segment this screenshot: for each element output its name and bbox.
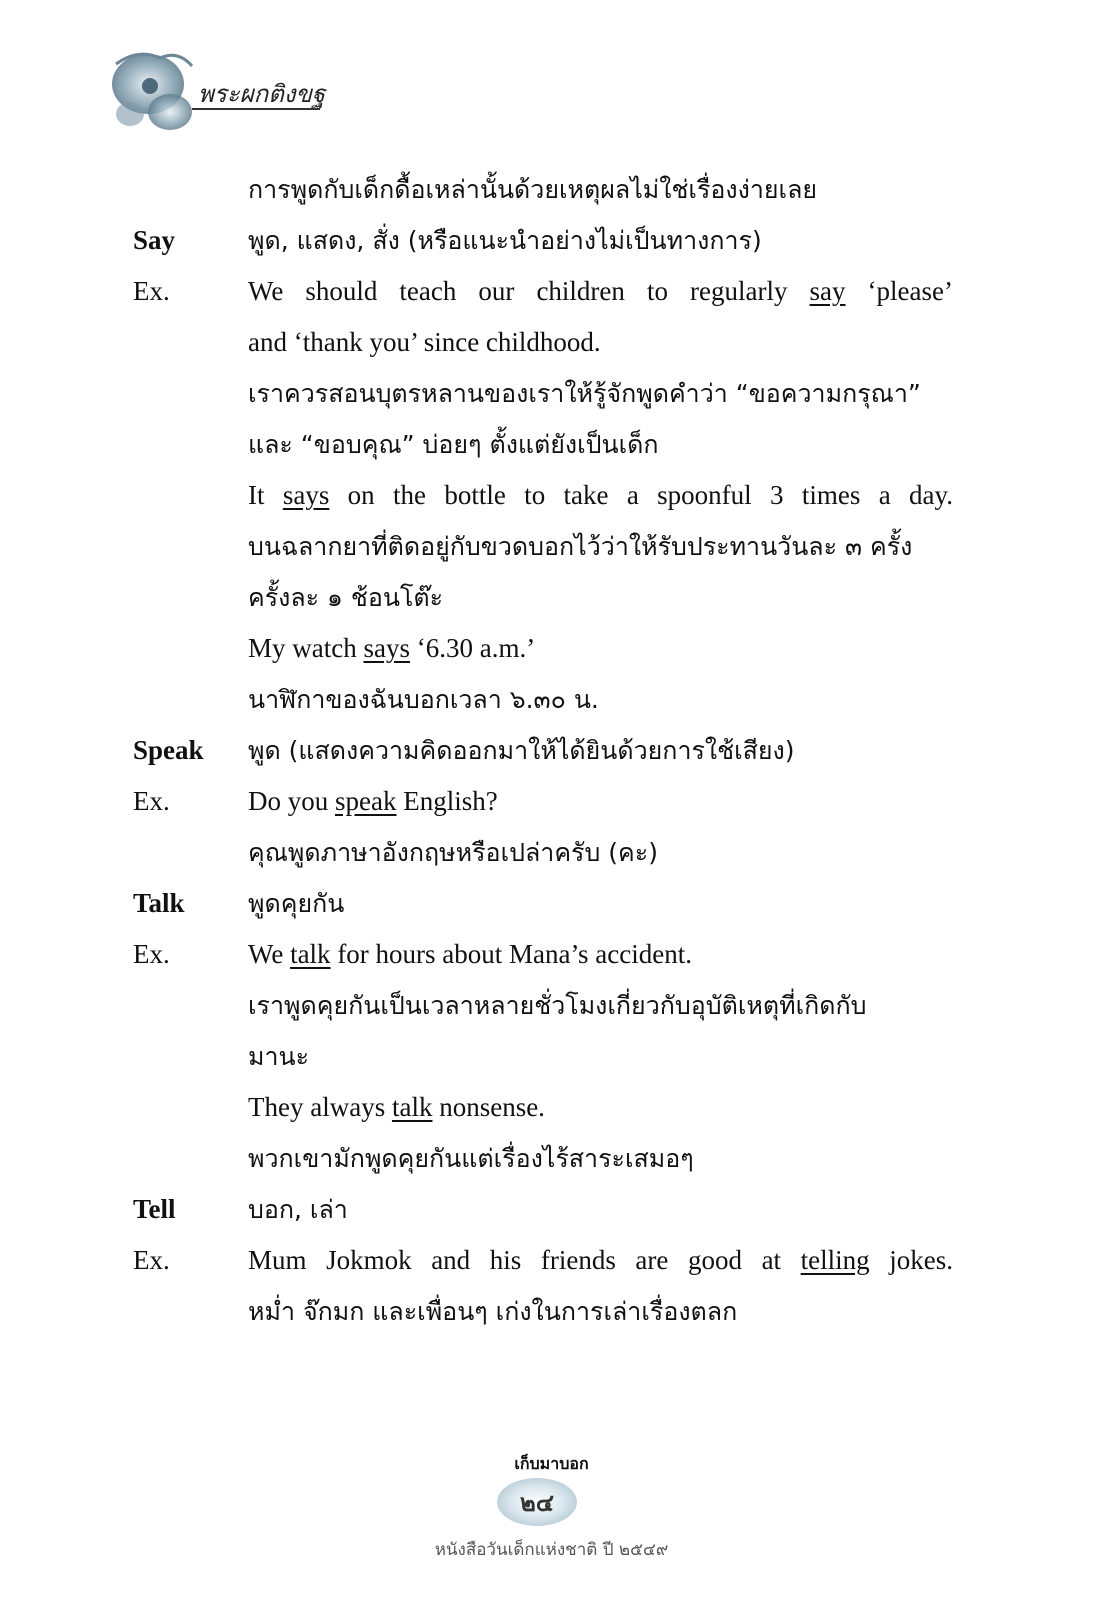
entry-row	[133, 521, 953, 572]
text-segment: มานะ	[248, 1042, 310, 1071]
entry-row	[133, 1082, 953, 1133]
entry-row	[133, 623, 953, 674]
entry-row	[133, 1286, 953, 1337]
text-segment: พูดคุยกัน	[248, 889, 345, 918]
entry-row	[133, 1133, 953, 1184]
entry-term: Ex.	[133, 1245, 170, 1275]
header-underline	[192, 108, 320, 110]
entry-text	[248, 368, 953, 419]
footer-caption: หนังสือวันเด็กแห่งชาติ ปี ๒๕๔๙	[434, 1540, 669, 1560]
entry-text	[248, 776, 953, 827]
entry-row	[133, 266, 953, 317]
entry-row	[133, 368, 953, 419]
entry-term: Ex.	[133, 276, 170, 306]
entry-text	[248, 980, 953, 1031]
text-segment: พูด (แสดงความคิดออกมาให้ได้ยินด้วยการใช้เสียง)	[248, 736, 795, 765]
text-segment: Mum Jokmok and his friends are good at	[248, 1245, 801, 1275]
entry-row	[133, 470, 953, 521]
entry-text	[248, 725, 953, 776]
underlined-word: telling	[800, 1245, 870, 1275]
entry-row	[133, 674, 953, 725]
underlined-word: says	[363, 633, 410, 663]
footer-label: เก็บมาบอก	[514, 1454, 589, 1473]
entry-text	[248, 1082, 953, 1133]
text-segment: คุณพูดภาษาอังกฤษหรือเปล่าครับ (คะ)	[248, 838, 658, 867]
text-segment: ‘6.30 a.m.’	[409, 633, 536, 663]
entry-text	[248, 878, 953, 929]
text-segment: การพูดกับเด็กดื้อเหล่านั้นด้วยเหตุผลไม่ใช่เรื่องง่ายเลย	[248, 175, 818, 204]
text-segment: My watch	[248, 633, 364, 663]
entry-text	[248, 572, 953, 623]
entry-row	[133, 1184, 953, 1235]
entry-text	[248, 521, 953, 572]
entry-term: Talk	[133, 888, 185, 918]
entry-text	[248, 317, 953, 368]
entry-text	[248, 929, 953, 980]
entry-text	[248, 164, 953, 215]
entry-row	[133, 929, 953, 980]
entry-term: Speak	[133, 735, 204, 765]
entry-term: Say	[133, 225, 176, 255]
text-segment: nonsense.	[432, 1092, 545, 1122]
entry-row	[133, 215, 953, 266]
entry-text	[248, 827, 953, 878]
entry-text	[248, 623, 953, 674]
entry-text	[248, 1235, 953, 1286]
underlined-word: speak	[335, 786, 397, 816]
text-segment: We	[248, 939, 291, 969]
entry-term: Ex.	[133, 939, 170, 969]
header-title: พระผกติงขฐ	[198, 80, 326, 108]
text-segment: บอก, เล่า	[248, 1195, 348, 1224]
text-segment: jokes.	[869, 1245, 953, 1275]
entry-row	[133, 1235, 953, 1286]
entry-text	[248, 1184, 953, 1235]
entry-row	[133, 572, 953, 623]
entry-row	[133, 878, 953, 929]
entry-text	[248, 215, 953, 266]
text-segment: They always	[248, 1092, 392, 1122]
entry-term: Tell	[133, 1194, 176, 1224]
text-segment: พวกเขามักพูดคุยกันแต่เรื่องไร้สาระเสมอๆ	[248, 1144, 694, 1173]
underlined-word: talk	[391, 1092, 433, 1122]
underlined-word: says	[282, 480, 330, 510]
entry-row	[133, 980, 953, 1031]
page-number-badge	[497, 1478, 577, 1526]
text-segment: และ “ขอบคุณ” บ่อยๆ ตั้งแต่ยังเป็นเด็ก	[248, 430, 659, 459]
underlined-word: say	[809, 276, 846, 306]
entry-text	[248, 266, 953, 317]
entry-text	[248, 470, 953, 521]
text-segment: We should teach our children to regularly	[248, 276, 810, 306]
text-segment: เราพูดคุยกันเป็นเวลาหลายชั่วโมงเกี่ยวกับอุบัติเหตุที่เกิดกับ	[248, 991, 867, 1020]
entry-text	[248, 674, 953, 725]
content-body	[133, 164, 953, 1337]
text-segment: It	[248, 480, 283, 510]
text-segment: for hours about Mana’s accident.	[330, 939, 692, 969]
entry-row	[133, 725, 953, 776]
entry-row	[133, 317, 953, 368]
text-segment: เราควรสอนบุตรหลานของเราให้รู้จักพูดคำว่า “ขอความกรุณา”	[248, 379, 921, 408]
entry-text	[248, 1286, 953, 1337]
text-segment: พูด, แสดง, สั่ง (หรือแนะนำอย่างไม่เป็นทางการ)	[248, 226, 762, 255]
text-segment: and ‘thank you’ since childhood.	[248, 327, 601, 357]
entry-row	[133, 1031, 953, 1082]
page-number: ๒๔	[520, 1488, 554, 1517]
text-segment: on the bottle to take a spoonful 3 times a day.	[329, 480, 953, 510]
text-segment: ‘please’	[845, 276, 953, 306]
entry-term: Ex.	[133, 786, 170, 816]
underlined-word: talk	[290, 939, 331, 969]
text-segment: Do you	[248, 786, 335, 816]
entry-text	[248, 1133, 953, 1184]
text-segment: English?	[396, 786, 498, 816]
entry-row	[133, 827, 953, 878]
entry-row	[133, 164, 953, 215]
entry-row	[133, 419, 953, 470]
text-segment: ครั้งละ ๑ ช้อนโต๊ะ	[248, 583, 444, 612]
entry-text	[248, 419, 953, 470]
entry-row	[133, 776, 953, 827]
entry-text	[248, 1031, 953, 1082]
text-segment: บนฉลากยาที่ติดอยู่กับขวดบอกไว้ว่าให้รับประทานวันละ ๓ ครั้ง	[248, 532, 913, 561]
text-segment: หม่ำ จ๊กมก และเพื่อนๆ เก่งในการเล่าเรื่องตลก	[248, 1297, 738, 1326]
text-segment: นาฬิกาของฉันบอกเวลา ๖.๓๐ น.	[248, 685, 599, 714]
